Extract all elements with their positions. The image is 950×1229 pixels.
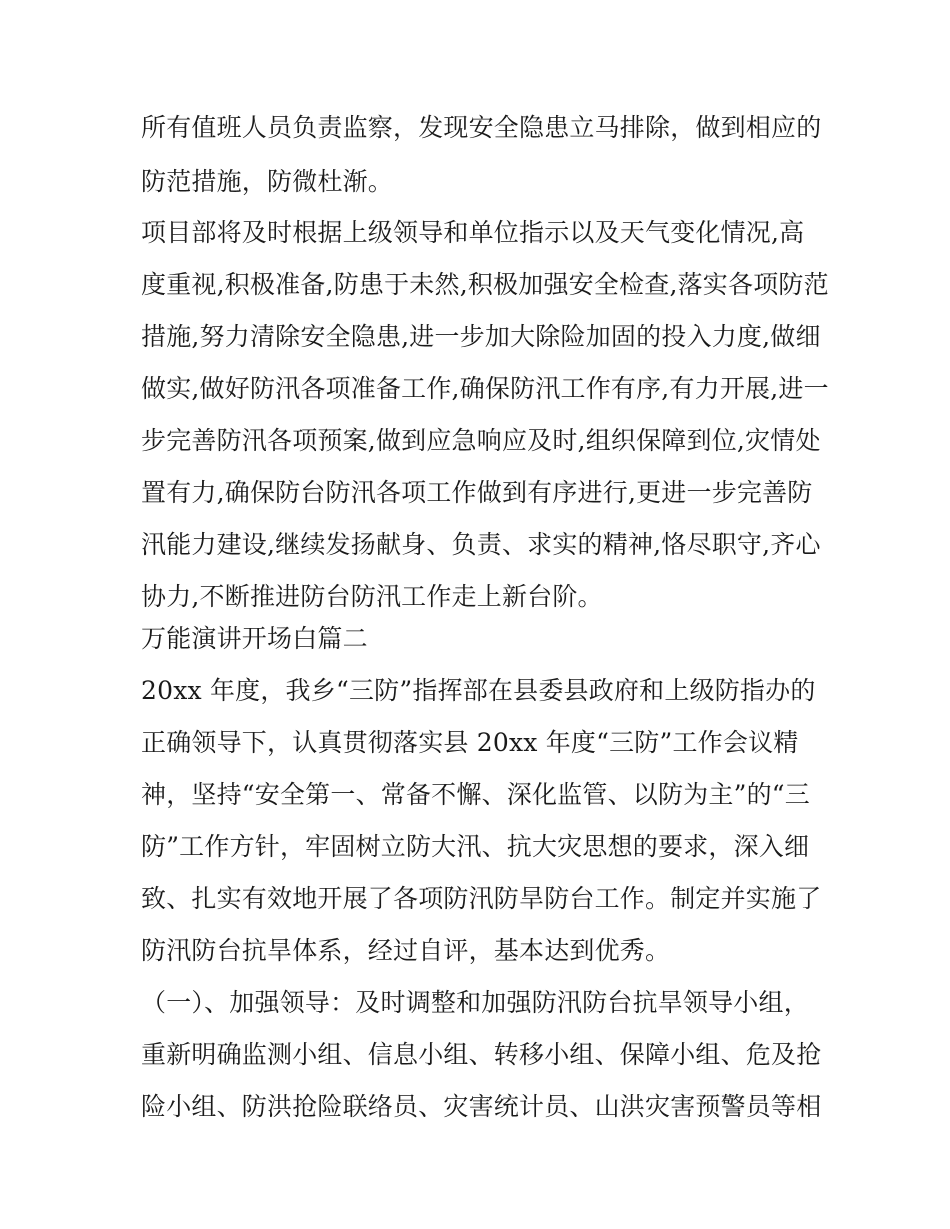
text-line: 步完善防汛各项预案,做到应急响应及时,组织保障到位,灾情处: [141, 426, 821, 455]
text-line: 置有力,确保防台防汛各项工作做到有序进行,更进一步完善防: [141, 478, 813, 507]
text-line: 做实,做好防汛各项准备工作,确保防汛工作有序,有力开展,进一: [141, 374, 829, 403]
text-line: 神，坚持“安全第一、常备不懈、深化监管、以防为主”的“三: [141, 780, 810, 809]
text-line: 协力,不断推进防台防汛工作走上新台阶。: [141, 582, 603, 611]
text-line: 20xx 年度，我乡“三防”指挥部在县委县政府和上级防指办的: [141, 676, 816, 705]
text-line: 项目部将及时根据上级领导和单位指示以及天气变化情况,高: [141, 218, 805, 247]
text-line: 重新明确监测小组、信息小组、转移小组、保障小组、危及抢: [141, 1040, 822, 1069]
section-heading: 万能演讲开场白篇二: [141, 624, 368, 653]
text-line: 防”工作方针，牢固树立防大汛、抗大灾思想的要求，深入细: [141, 832, 810, 861]
text-line: 防汛防台抗旱体系，经过自评，基本达到优秀。: [141, 936, 671, 965]
text-line: （一）、加强领导：及时调整和加强防汛防台抗旱领导小组，: [141, 988, 809, 1017]
text-line: 正确领导下，认真贯彻落实县 20xx 年度“三防”工作会议精: [141, 728, 799, 757]
text-line: 所有值班人员负责监察，发现安全隐患立马排除，做到相应的: [141, 113, 822, 142]
text-line: 度重视,积极准备,防患于未然,积极加强安全检查,落实各项防范: [141, 270, 829, 299]
text-line: 防范措施，防微杜渐。: [141, 167, 394, 196]
text-line: 措施,努力清除安全隐患,进一步加大除险加固的投入力度,做细: [141, 322, 821, 351]
text-line: 汛能力建设,继续发扬献身、负责、求实的精神,恪尽职守,齐心: [141, 530, 821, 559]
text-line: 致、扎实有效地开展了各项防汛防旱防台工作。制定并实施了: [141, 884, 822, 913]
text-line: 险小组、防洪抢险联络员、灾害统计员、山洪灾害预警员等相: [141, 1092, 822, 1121]
